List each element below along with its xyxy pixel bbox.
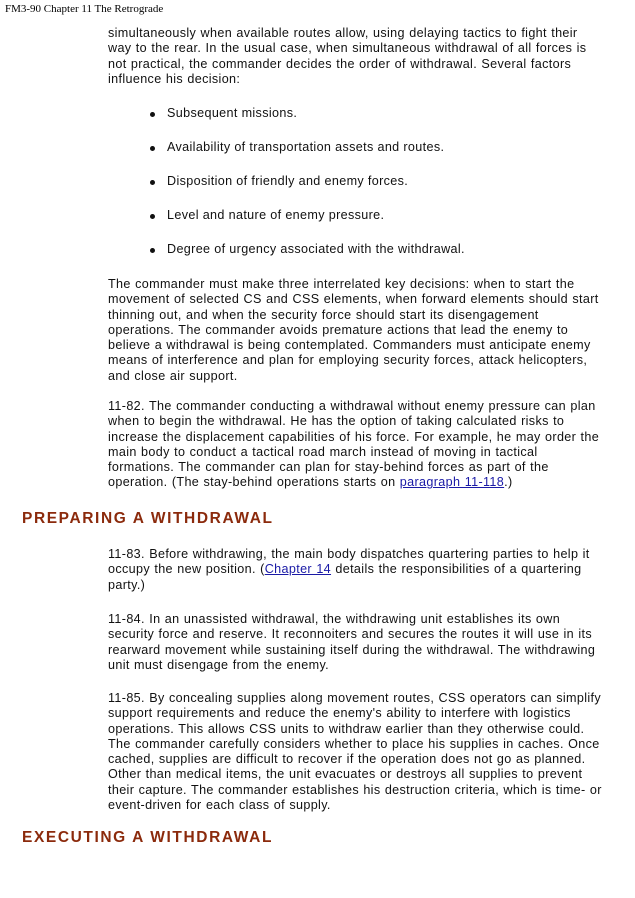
- bullet-icon: [150, 146, 155, 151]
- list-item-text: Disposition of friendly and enemy forces.: [167, 174, 409, 188]
- section-heading-executing: EXECUTING A WITHDRAWAL: [22, 829, 274, 846]
- bullet-icon: [150, 112, 155, 117]
- paragraph-11-85: 11-85. By concealing supplies along movement routes, CSS operators can simplify support requirements and reduce the enemy's ability to interfere with logistics operations. This allows CSS units to withdraw earlier than they otherwise could. The commander carefully considers whether to place his supplies in caches. Once cached, supplies are difficult to recover if the operation does not go as planned. Other than medical items, the unit evacuates or destroys all supplies to prevent their capture. The commander establishes his destruction criteria, which is time- or event-driven for each class of supply.: [108, 691, 602, 813]
- bullet-icon: [150, 248, 155, 253]
- paragraph-11-118-link[interactable]: paragraph 11-118: [399, 475, 505, 490]
- list-item-text: Subsequent missions.: [167, 106, 298, 120]
- intro-paragraph: simultaneously when available routes allow, using delaying tactics to fight their way to the rear. In the usual case, when simultaneous withdrawal of all forces is not practical, the commander decides the order of withdrawal. Several factors influence his decision:: [108, 26, 587, 86]
- list-item: [150, 242, 465, 257]
- list-item-text: Degree of urgency associated with the withdrawal.: [167, 242, 465, 256]
- list-item-text: Level and nature of enemy pressure.: [167, 208, 385, 222]
- chapter-14-link[interactable]: Chapter 14: [264, 562, 332, 577]
- list-item: [150, 174, 408, 189]
- list-item: [150, 208, 384, 223]
- section-heading-preparing: PREPARING A WITHDRAWAL: [22, 510, 274, 527]
- bullet-icon: [150, 180, 155, 185]
- paragraph-11-84: 11-84. In an unassisted withdrawal, the withdrawing unit establishes its own security force and reserve. It reconnoiters and secures the routes it will use in its rearward movement while sustaining itself during the withdrawal. The withdrawing unit must disengage from the enemy.: [108, 612, 596, 672]
- paragraph-text-end: .): [504, 475, 513, 490]
- paragraph-11-83: [108, 547, 605, 593]
- list-item-text: Availability of transportation assets and routes.: [167, 140, 445, 154]
- paragraph-11-82: [108, 399, 605, 491]
- list-item: [150, 106, 297, 121]
- running-head: FM3-90 Chapter 11 The Retrograde: [5, 3, 164, 15]
- list-item: [150, 140, 444, 155]
- paragraph-text: 11-83. Before withdrawing, the main body dispatches quartering parties to help it occupy the new position. (: [108, 547, 590, 577]
- key-decisions-paragraph: The commander must make three interrelated key decisions: when to start the movement of selected CS and CSS elements, when forward elements should start thinning out, and when the security force should start its disengagement operations. The commander avoids premature actions that lead the enemy to believe a withdrawal is being contemplated. Commanders must anticipate enemy means of interference and plan for employing security forces, attack helicopters, and close air support.: [108, 277, 599, 383]
- paragraph-text-end: details the responsibilities of a quartering party.): [108, 562, 582, 592]
- bullet-icon: [150, 214, 155, 219]
- paragraph-text: 11-82. The commander conducting a withdrawal without enemy pressure can plan when to begin the withdrawal. He has the option of taking calculated risks to increase the displacement capabilities of his force. For example, he may order the main body to conduct a tactical road march instead of moving in tactical formations. The commander can plan for stay-behind forces as part of the operation. (The stay-behind operations starts on: [108, 399, 600, 490]
